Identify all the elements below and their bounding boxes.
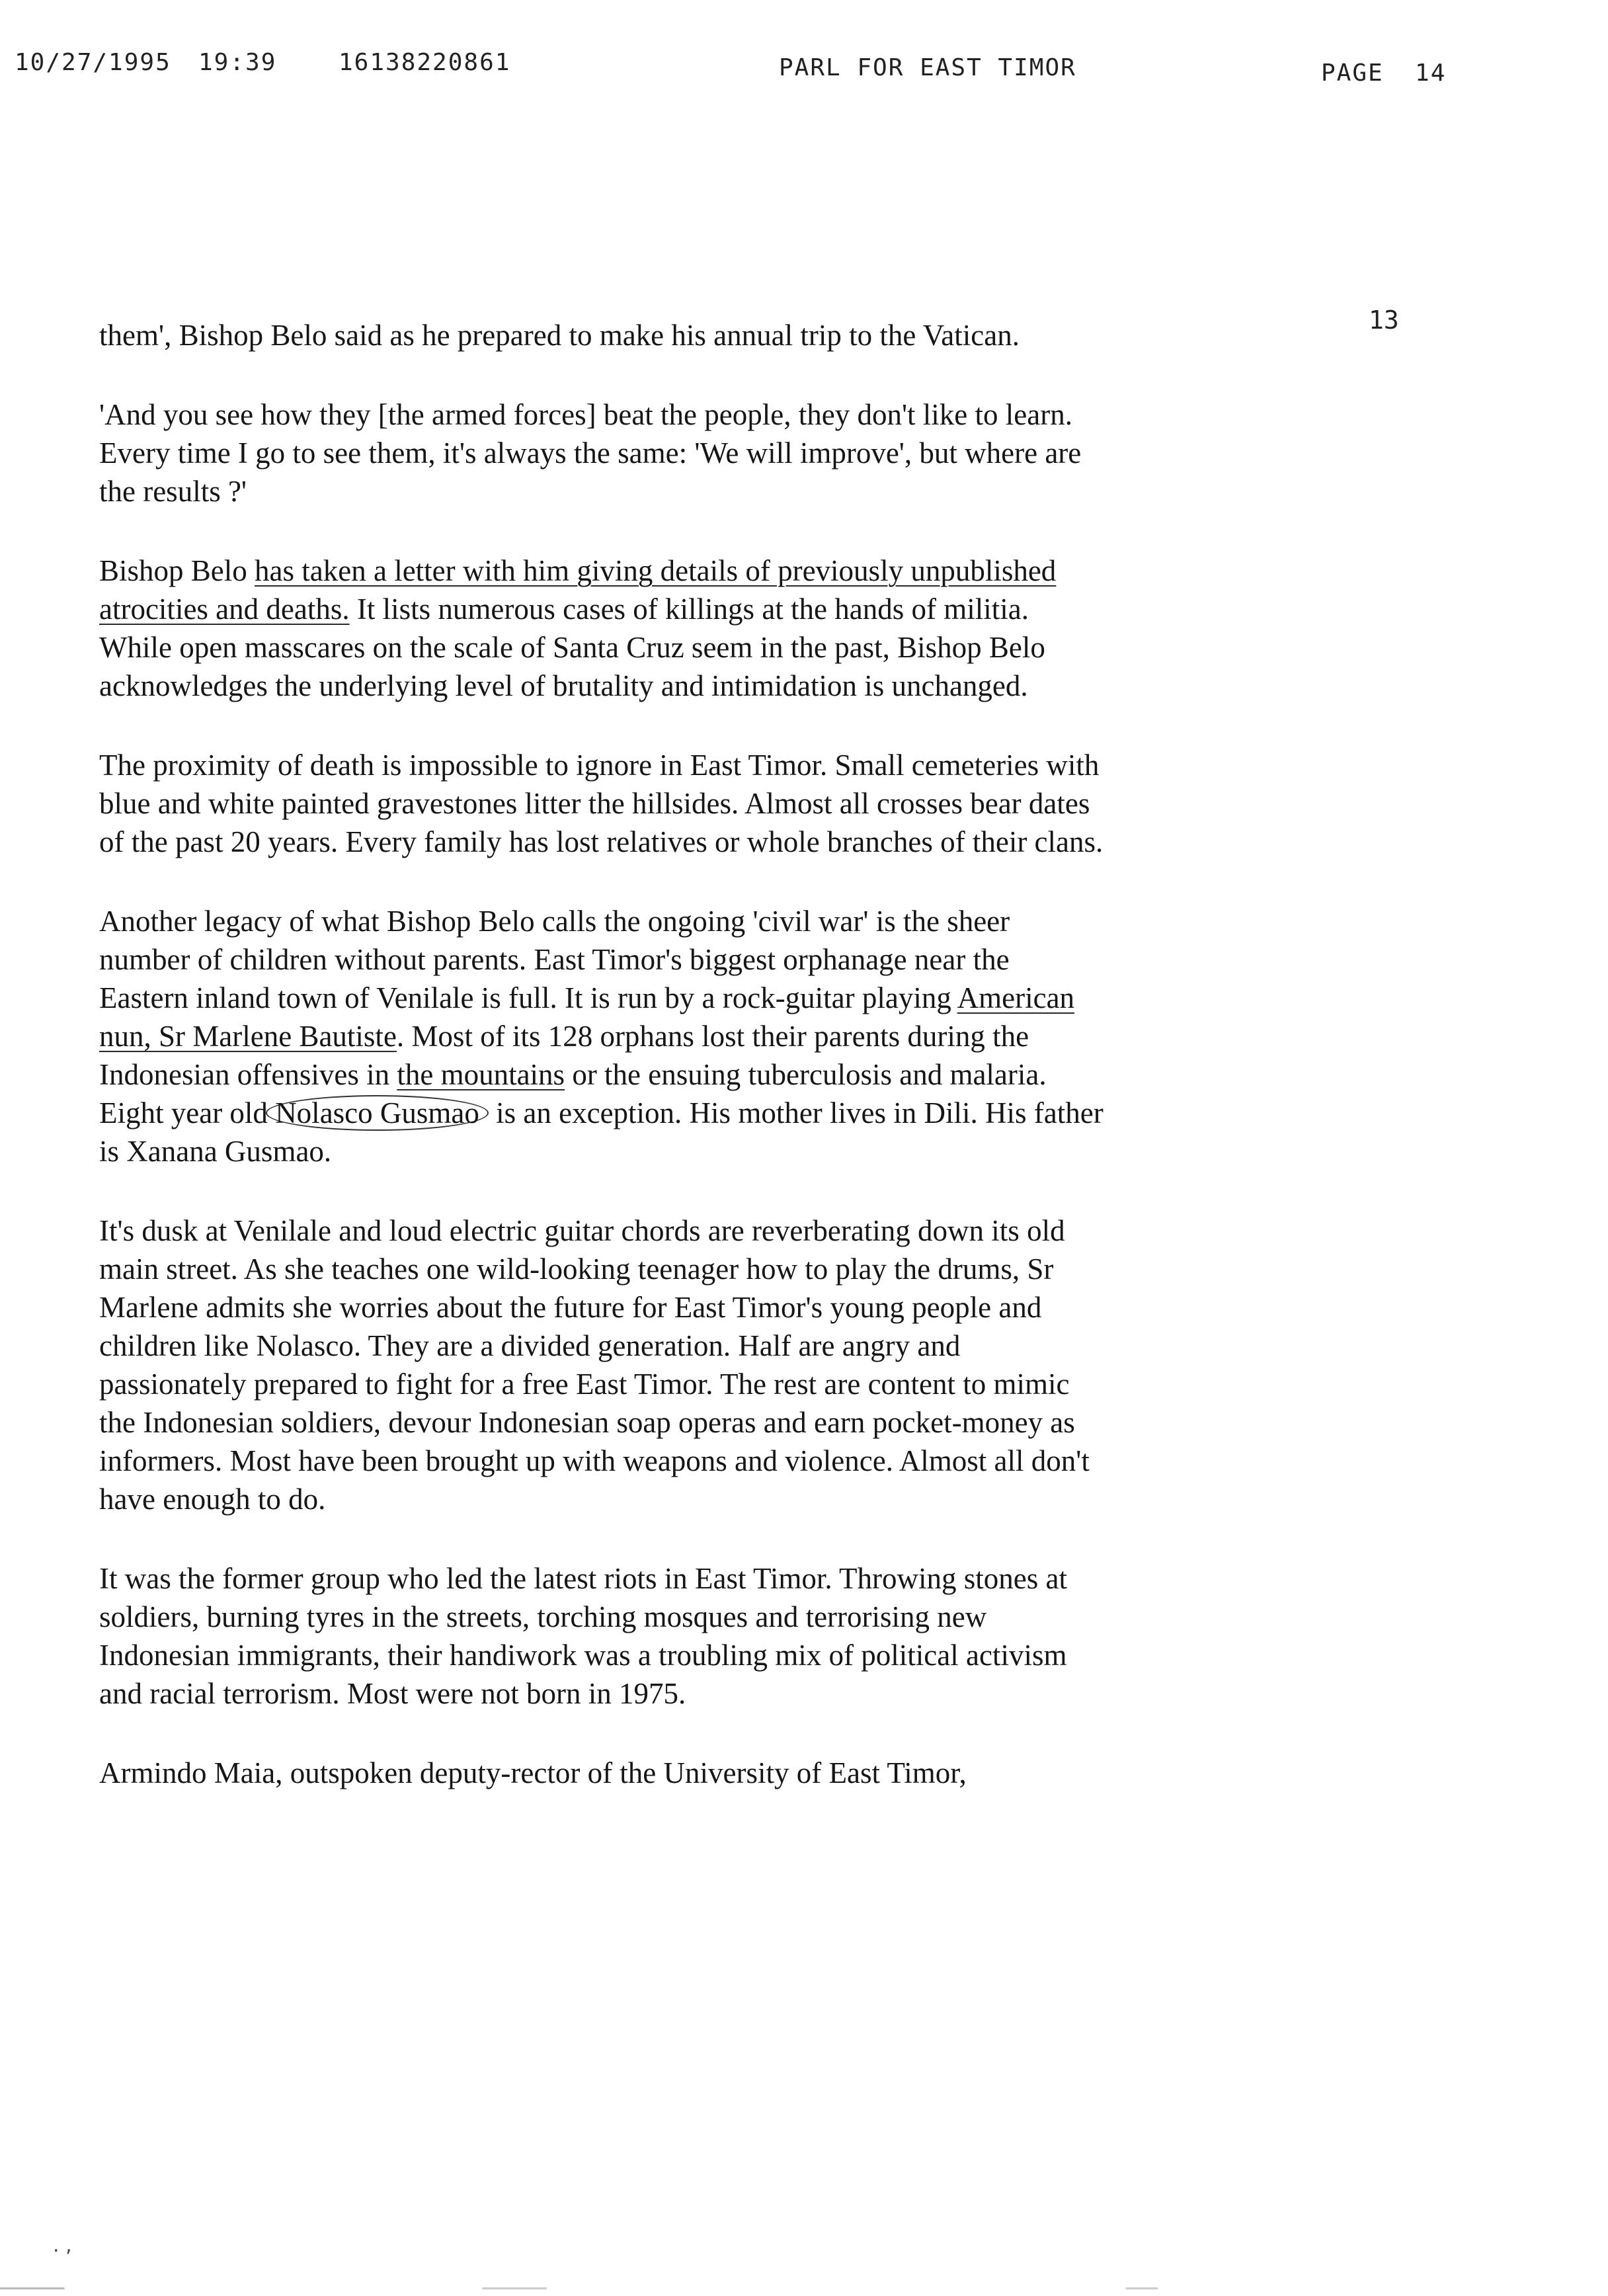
paragraph-text: . Most of its 128 orphans lost their parents during the Indonesian offensives in [99,1020,1029,1091]
fax-time: 19:39 [198,49,277,76]
fax-header [0,40,1608,99]
paragraph-text: Another legacy of what Bishop Belo calls the ongoing 'civil war' is the sheer number of children without parents. East Timor's biggest orphanage near the Eastern inland town of Venilale is full. It is run by a rock-guitar playing [99,905,1010,1014]
paragraph-text: The proximity of death is impossible to ignore in East Timor. Small cemeteries with blue and white painted gravestones litter the hillsides. Almost all crosses bear dates of the past 20 years. Every family has lost relatives or whole branches of their clans. [99,749,1104,858]
handwritten-underline-text: American nun, Sr Marlene Bautiste [99,981,1075,1053]
paragraph [99,316,1104,354]
paragraph-text: them', Bishop Belo said as he prepared to make his annual trip to the Vatican. [99,319,1020,352]
paragraph [99,1559,1104,1713]
paragraph [99,395,1104,511]
paragraph [99,1211,1104,1518]
paragraph-text: It lists numerous cases of killings at the hands of militia. While open masscares on the scale of Santa Cruz seem in the past, Bishop Belo acknowledges the underlying level of brutality and intimidation is unchanged. [99,593,1045,702]
fax-page-indicator: PAGE 14 [1321,60,1447,87]
paragraph [99,552,1104,705]
fax-date: 10/27/1995 [15,49,171,76]
paragraph [99,1754,1104,1792]
paragraph-text: It's dusk at Venilale and loud electric guitar chords are reverberating down its old main street. As she teaches one wild-looking teenager how to play the drums, Sr Marlene admits she worries about the future for East Timor's young people and children like Nolasco. They are a divided generation. Half are angry and passionately prepared to fight for a free East Timor. The rest are content to mimic the Indonesian soldiers, devour Indonesian soap operas and earn pocket-money as informers. Most have been brought up with weapons and violence. Almost all don't have enough to do. [99,1214,1090,1516]
fax-phone-number: 16138220861 [339,49,511,76]
handwritten-underline-text: has taken a letter with him giving details of previously unpublished atrocities and deaths. [99,554,1057,626]
paragraph-text: Armindo Maia, outspoken deputy-rector of the University of East Timor, [99,1756,967,1789]
scan-bottom-edge [0,2287,1608,2289]
fax-sender: PARL FOR EAST TIMOR [779,54,1076,81]
paragraph-text: is an exception. His mother lives in Dili. His father is Xanana Gusmao. [99,1096,1104,1168]
handwritten-circled-text: Nolasco Gusmao [266,1095,489,1131]
handwritten-underline-text: the mountains [397,1058,565,1091]
paragraph-text: 'And you see how they [the armed forces] beat the people, they don't like to learn. Every time I go to see them, it's always the same: 'We will improve', but where are the results ?' [99,398,1082,508]
paragraph-text: or the ensuing tuberculosis and malaria. Eight year old [99,1058,1047,1129]
paragraph-text: Bishop Belo [99,554,255,587]
paragraph [99,746,1104,861]
article-body [99,316,1104,1833]
page-number: 13 [1369,306,1399,335]
paragraph-text: It was the former group who led the latest riots in East Timor. Throwing stones at soldiers, burning tyres in the streets, torching mosques and terrorising new Indonesian immigrants, their handiwork was a troubling mix of political activism and racial terrorism. Most were not born in 1975. [99,1562,1067,1710]
margin-mark: . , [53,2234,72,2257]
paragraph [99,902,1104,1170]
